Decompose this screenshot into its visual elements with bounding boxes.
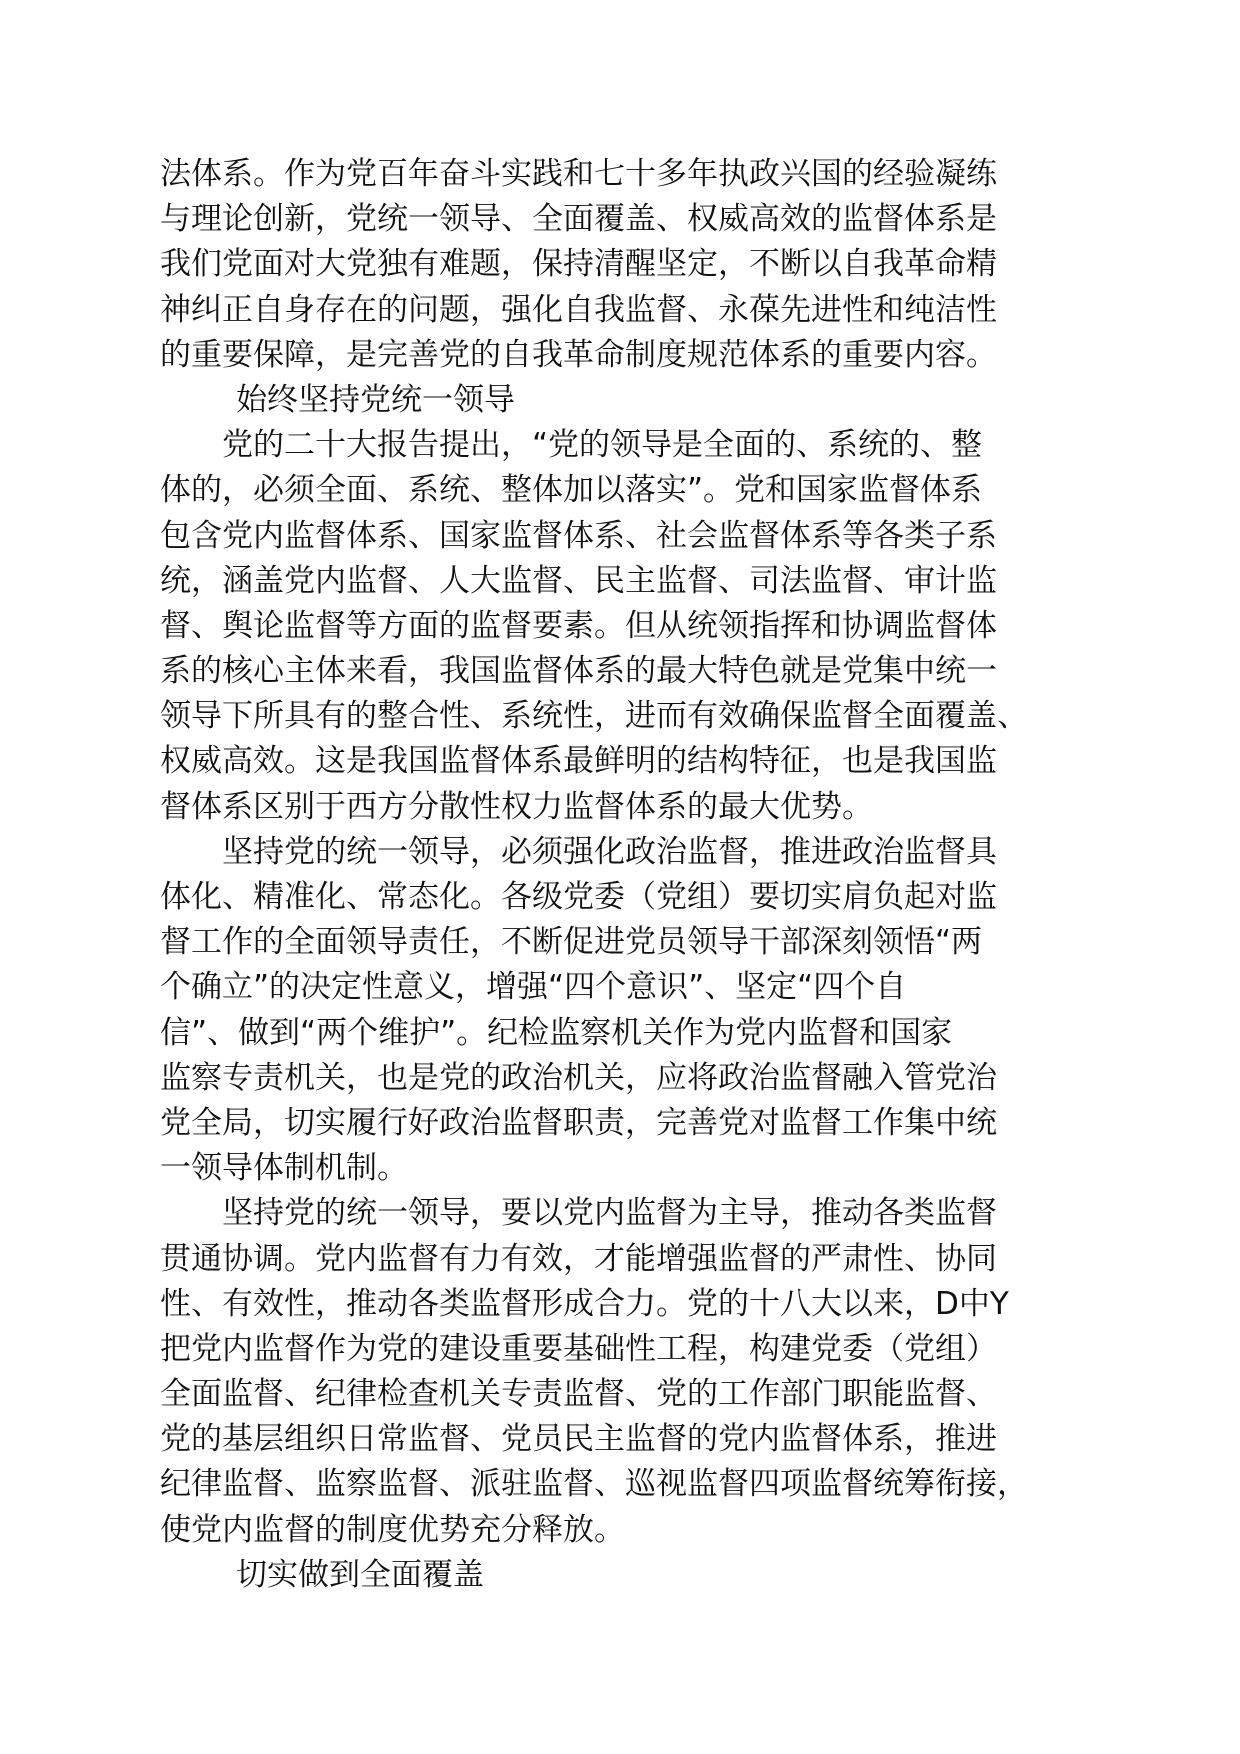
text-line: 性、有效性，推动各类监督形成合力。党的十八大以来，D中Y — [160, 1285, 1009, 1322]
text-line: 体化、精准化、常态化。各级党委（党组）要切实肩负起对监 — [160, 879, 997, 915]
text-line: 个确立”的决定性意义，增强“四个意识”、坚定“四个自 — [160, 969, 907, 1006]
text-line: 全面监督、纪律检查机关专责监督、党的工作部门职能监督、 — [160, 1376, 997, 1413]
text-line: 使党内监督的制度优势充分释放。 — [160, 1511, 625, 1548]
text-line: 党的基层组织日常监督、党员民主监督的党内监督体系，推进 — [160, 1421, 997, 1458]
text-line: 一领导体制机制。 — [160, 1150, 408, 1187]
text-line: 督工作的全面领导责任，不断促进党员领导干部深刻领悟“两 — [160, 924, 983, 961]
text-line: 纪律监督、监察监督、派驻监督、巡视监督四项监督统筹衔接， — [160, 1466, 1028, 1503]
text-line: 法体系。作为党百年奋斗实践和七十多年执政兴国的经验凝练 — [160, 156, 997, 192]
text-line: 的重要保障，是完善党的自我革命制度规范体系的重要内容。 — [160, 336, 997, 373]
text-line: 包含党内监督体系、国家监督体系、社会监督体系等各类子系 — [160, 517, 997, 554]
text-line: 权威高效。这是我国监督体系最鲜明的结构特征，也是我国监 — [160, 743, 997, 780]
text-line: 领导下所具有的整合性、系统性，进而有效确保监督全面覆盖、 — [160, 698, 1028, 735]
text-line: 体的，必须全面、系统、整体加以落实”。党和国家监督体系 — [160, 472, 983, 509]
text-line: 坚持党的统一领导，必须强化政治监督，推进政治监督具 — [160, 833, 997, 870]
text-line: 监察专责机关，也是党的政治机关，应将政治监督融入管党治 — [160, 1059, 997, 1096]
text-line: 把党内监督作为党的建设重要基础性工程，构建党委（党组） — [160, 1330, 997, 1367]
text-line: 与理论创新，党统一领导、全面覆盖、权威高效的监督体系是 — [160, 201, 997, 238]
text-line: 党全局，切实履行好政治监督职责，完善党对监督工作集中统 — [160, 1104, 997, 1141]
text-line: 贯通协调。党内监督有力有效，才能增强监督的严肃性、协同 — [160, 1240, 997, 1277]
section-heading: 切实做到全面覆盖 — [236, 1556, 484, 1593]
text-line: 统，涵盖党内监督、人大监督、民主监督、司法监督、审计监 — [160, 562, 997, 599]
text-line: 系的核心主体来看，我国监督体系的最大特色就是党集中统一 — [160, 653, 997, 690]
text-line: 督体系区别于西方分散性权力监督体系的最大优势。 — [160, 788, 873, 825]
text-line: 我们党面对大党独有难题，保持清醒坚定，不断以自我革命精 — [160, 246, 997, 283]
section-heading: 始终坚持党统一领导 — [236, 381, 515, 418]
text-line: 神纠正自身存在的问题，强化自我监督、永葆先进性和纯洁性 — [160, 291, 997, 328]
text-line: 督、舆论监督等方面的监督要素。但从统领指挥和协调监督体 — [160, 607, 997, 644]
text-line: 信”、做到“两个维护”。纪检监察机关作为党内监督和国家 — [160, 1014, 953, 1051]
text-line: 坚持党的统一领导，要以党内监督为主导，推动各类监督 — [160, 1195, 997, 1232]
text-line: 党的二十大报告提出，“党的领导是全面的、系统的、整 — [160, 427, 983, 464]
document-page — [160, 152, 1100, 1598]
